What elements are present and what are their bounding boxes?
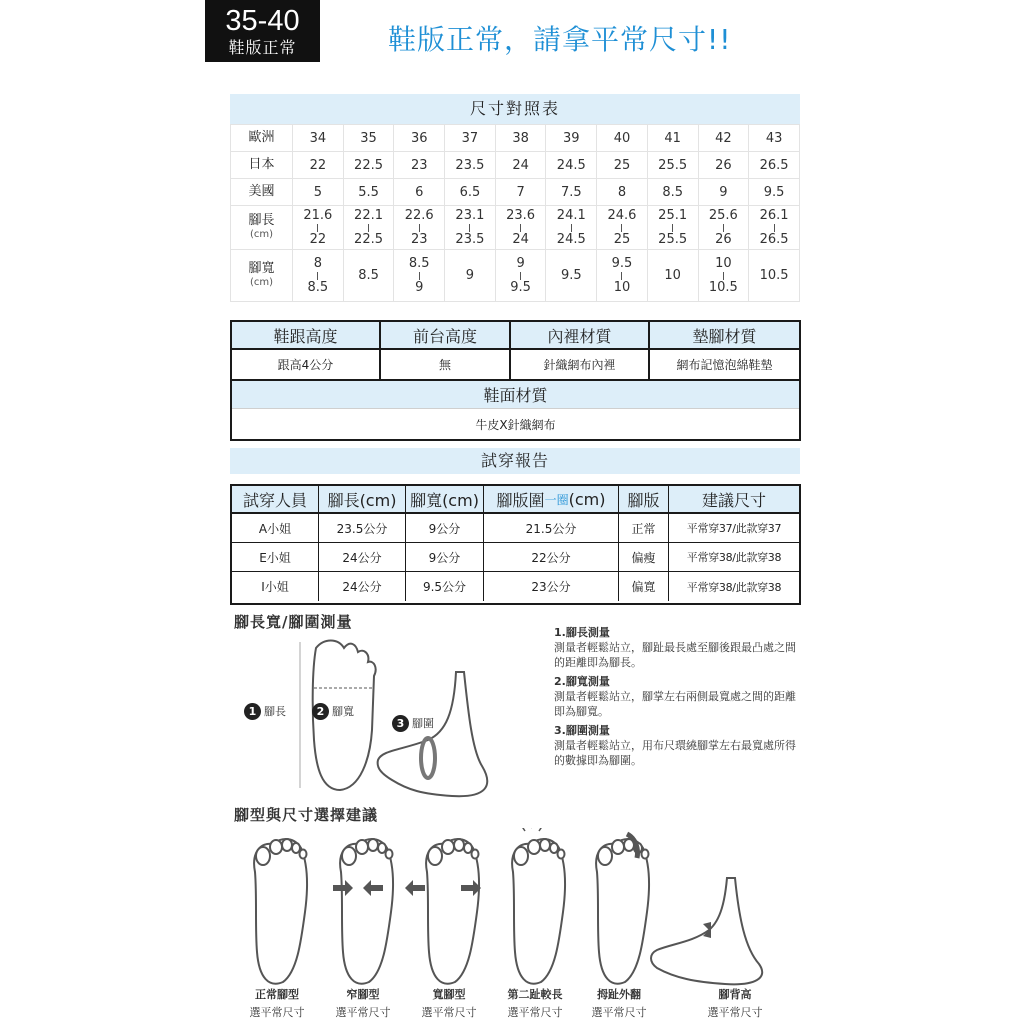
size-row-label [231, 152, 293, 179]
row-label-text: 日本 [248, 157, 275, 172]
report-cell-person: I小姐 [232, 572, 319, 601]
report-header: 試穿人員 [232, 486, 319, 514]
foot-type-advice: 選平常尺寸 [707, 1006, 763, 1019]
instep-arrow-icon [703, 922, 711, 938]
size-cell [698, 206, 749, 250]
upper-material-value: 牛皮X針織網布 [475, 417, 556, 432]
report-row [232, 572, 799, 601]
size-cell [546, 206, 597, 250]
size-value: 8.5 [358, 267, 379, 283]
size-value: 10 [613, 279, 631, 295]
size-value: 23.5 [455, 231, 485, 247]
size-row-label [231, 179, 293, 206]
size-value: 22.1 [354, 207, 383, 223]
high-instep-foot-icon [651, 878, 762, 984]
size-cell [343, 250, 394, 302]
report-row [232, 514, 799, 543]
range-tick [317, 224, 318, 232]
size-row-label [231, 125, 293, 152]
size-cell [495, 206, 546, 250]
size-value: 9 [465, 267, 475, 283]
note-body: 測量者輕鬆站立，腳趾最長處至腳後跟最凸處之間的距離即為腳長。 [554, 641, 796, 669]
size-cell [343, 206, 394, 250]
size-row-width [231, 250, 800, 302]
size-cell [647, 206, 698, 250]
report-cell-person: A小姐 [232, 514, 319, 543]
size-value: 22.5 [354, 231, 383, 247]
foot-type-caption [690, 986, 780, 1022]
size-value: 25.5 [658, 231, 688, 247]
report-cell-length: 24公分 [319, 572, 406, 601]
foot-type-title: 腳型與尺寸選擇建議 [234, 806, 379, 824]
size-cell [597, 250, 648, 302]
step-width-label [312, 703, 354, 720]
size-range: 35-40 [225, 5, 300, 37]
size-value: 8 [313, 255, 322, 271]
size-cell [749, 250, 800, 302]
size-cell: 6.5 [445, 179, 496, 206]
range-tick [621, 272, 622, 280]
size-value: 26.5 [759, 231, 789, 247]
size-cell [546, 250, 597, 302]
report-cell-suggest: 平常穿37/此款穿37 [669, 514, 799, 543]
range-tick [419, 272, 420, 280]
range-tick [621, 224, 622, 232]
size-cell: 41 [647, 125, 698, 152]
row-unit: (cm) [249, 228, 274, 240]
size-value: 24 [512, 231, 529, 247]
size-value: 10 [664, 267, 681, 283]
material-value: 無 [381, 350, 511, 381]
step-length-label [244, 703, 286, 720]
report-header: 建議尺寸 [669, 486, 799, 514]
note-body: 測量者輕鬆站立，用布尺環繞腳掌左右最寬處所得的數據即為腳圍。 [554, 739, 796, 767]
size-cell: 43 [749, 125, 800, 152]
material-value: 跟高4公分 [232, 350, 381, 381]
foot-type-name: 腳背高 [718, 988, 752, 1001]
report-cell-girth: 21.5公分 [484, 514, 619, 543]
report-header: 腳長(cm) [319, 486, 406, 514]
size-cell: 8.5 [647, 179, 698, 206]
size-cell: 6 [394, 179, 445, 206]
bunion-foot-icon [596, 839, 649, 984]
row-label-text: 腳長 [248, 212, 275, 228]
arrow-left-icon [405, 880, 425, 896]
foot-type-name: 正常腳型 [255, 988, 299, 1001]
step-text: 腳寬 [332, 705, 354, 718]
size-cell: 5.5 [343, 179, 394, 206]
foot-side-icon [378, 672, 488, 796]
size-value: 25.6 [708, 207, 738, 223]
size-cell [394, 206, 445, 250]
size-cell: 37 [445, 125, 496, 152]
note-item [554, 674, 804, 719]
long-second-toe-icon [512, 839, 565, 984]
report-row [232, 543, 799, 572]
size-cell: 35 [343, 125, 394, 152]
foot-type-illustrations [225, 828, 805, 988]
material-header: 前台高度 [381, 322, 511, 350]
report-cell-suggest: 平常穿38/此款穿38 [669, 543, 799, 572]
size-value: 9 [415, 279, 424, 295]
range-tick [469, 224, 470, 232]
step-number: 3 [392, 715, 409, 732]
material-value: 網布記憶泡綿鞋墊 [650, 350, 799, 381]
size-cell [647, 250, 698, 302]
report-cell-length: 24公分 [319, 543, 406, 572]
size-value: 22.6 [404, 207, 434, 223]
girth-unit: (cm) [568, 489, 606, 509]
size-value: 23 [410, 231, 428, 247]
range-tick [774, 224, 775, 232]
size-cell [749, 206, 800, 250]
range-tick [419, 224, 420, 232]
size-cell [597, 206, 648, 250]
size-row-label [231, 206, 293, 250]
headline: 鞋版正常，請拿平常尺寸!! [388, 23, 732, 56]
foot-type-caption [574, 986, 664, 1022]
size-row-us [231, 179, 800, 206]
report-cell-suggest: 平常穿38/此款穿38 [686, 580, 782, 594]
size-cell: 26.5 [749, 152, 800, 179]
range-tick [520, 224, 521, 232]
upper-material-header: 鞋面材質 [232, 381, 799, 409]
size-value: 23.6 [506, 207, 536, 223]
report-header: 腳版 [619, 486, 669, 514]
row-label-text: 腳寬 [248, 260, 275, 276]
size-cell: 36 [394, 125, 445, 152]
foot-type-caption [490, 986, 580, 1022]
size-cell: 23 [394, 152, 445, 179]
report-cell-person: E小姐 [232, 543, 319, 572]
foot-type-caption [318, 986, 408, 1022]
step-girth-label [392, 715, 434, 732]
narrow-foot-icon [340, 839, 393, 984]
size-cell: 34 [293, 125, 344, 152]
girth-mark: 一圈 [544, 492, 569, 507]
foot-type-advice: 選平常尺寸 [591, 1006, 647, 1019]
report-cell-length: 23.5公分 [319, 514, 406, 543]
size-value: 24.6 [607, 207, 637, 223]
note-item [554, 723, 804, 768]
size-value: 8.5 [307, 279, 329, 295]
material-header: 內裡材質 [511, 322, 650, 350]
note-body: 測量者輕鬆站立，腳掌左右兩側最寬處之間的距離即為腳寬。 [554, 690, 796, 718]
foot-type-name: 寬腳型 [432, 988, 466, 1001]
row-label-text: 歐洲 [248, 130, 275, 145]
size-value: 9 [516, 255, 525, 271]
size-value: 25 [613, 231, 631, 247]
highlight-marks-icon [521, 828, 543, 831]
size-value: 10.5 [759, 267, 789, 283]
try-on-report-table [230, 484, 801, 605]
size-cell [293, 250, 344, 302]
size-value: 24.1 [556, 207, 586, 223]
size-row-eu [231, 125, 800, 152]
size-cell: 23.5 [445, 152, 496, 179]
step-text: 腳長 [264, 705, 286, 718]
size-cell: 8 [597, 179, 648, 206]
size-value: 9.5 [510, 279, 531, 295]
foot-type-advice: 選平常尺寸 [421, 1006, 477, 1019]
size-value: 10 [715, 255, 732, 271]
size-value: 21.6 [303, 207, 333, 223]
fit-label: 鞋版正常 [228, 38, 297, 57]
size-cell: 24.5 [546, 152, 597, 179]
normal-foot-icon [254, 839, 307, 984]
foot-type-name: 拇趾外翻 [597, 988, 641, 1001]
report-cell-fit: 偏瘦 [619, 543, 669, 572]
size-value: 26 [715, 231, 732, 247]
size-cell: 39 [546, 125, 597, 152]
size-cell: 7.5 [546, 179, 597, 206]
range-tick [723, 224, 724, 232]
size-cell: 7 [495, 179, 546, 206]
material-header: 墊腳材質 [650, 322, 799, 350]
report-cell-fit: 偏寬 [619, 572, 669, 601]
size-cell: 9.5 [749, 179, 800, 206]
size-value: 10.5 [708, 279, 738, 295]
report-cell-width: 9公分 [406, 514, 484, 543]
foot-type-advice: 選平常尺寸 [507, 1006, 563, 1019]
size-cell: 40 [597, 125, 648, 152]
report-cell-width: 9.5公分 [406, 572, 484, 601]
size-cell [698, 250, 749, 302]
foot-type-caption [232, 986, 322, 1022]
foot-type-name: 窄腳型 [346, 988, 380, 1001]
measure-notes [554, 625, 804, 772]
range-tick [672, 224, 673, 232]
step-number: 1 [244, 703, 261, 720]
range-tick [368, 224, 369, 232]
size-value: 22 [309, 231, 327, 247]
range-tick [520, 272, 521, 280]
size-value: 23.1 [455, 207, 485, 223]
range-tick [571, 224, 572, 232]
size-row-length [231, 206, 800, 250]
size-value: 9.5 [560, 267, 582, 283]
foot-type-advice: 選平常尺寸 [335, 1006, 391, 1019]
report-cell-width: 9公分 [406, 543, 484, 572]
size-range-badge [205, 0, 320, 62]
note-item [554, 625, 804, 670]
size-row-label [231, 250, 293, 302]
material-header: 鞋跟高度 [232, 322, 381, 350]
size-value: 25.1 [658, 207, 688, 223]
size-cell: 42 [698, 125, 749, 152]
size-cell [394, 250, 445, 302]
wide-foot-icon [426, 839, 479, 984]
step-number: 2 [312, 703, 329, 720]
foot-type-advice: 選平常尺寸 [249, 1006, 305, 1019]
range-tick [723, 272, 724, 280]
report-title: 試穿報告 [230, 448, 800, 474]
note-title: 2.腳寬測量 [554, 675, 610, 688]
size-cell: 25.5 [647, 152, 698, 179]
row-label-text: 美國 [248, 184, 275, 199]
size-cell: 24 [495, 152, 546, 179]
size-value: 24.5 [556, 231, 586, 247]
note-title: 3.腳圍測量 [554, 724, 610, 737]
foot-type-name: 第二趾較長 [507, 988, 563, 1001]
report-header [484, 486, 619, 514]
foot-type-caption [404, 986, 494, 1022]
size-cell [445, 206, 496, 250]
girth-label: 腳版圍 [496, 490, 545, 510]
size-cell: 25 [597, 152, 648, 179]
report-header: 腳寬(cm) [406, 486, 484, 514]
size-table-title: 尺寸對照表 [230, 94, 800, 124]
step-text: 腳圍 [412, 717, 434, 730]
measure-title: 腳長寬/腳圍測量 [234, 613, 353, 631]
size-cell: 5 [293, 179, 344, 206]
size-value: 26.1 [759, 207, 789, 223]
range-tick [317, 272, 318, 280]
material-value: 針織網布內裡 [511, 350, 650, 381]
size-row-jp [231, 152, 800, 179]
report-cell-fit: 正常 [619, 514, 669, 543]
size-cell [445, 250, 496, 302]
size-value: 9.5 [611, 255, 633, 271]
size-cell: 22 [293, 152, 344, 179]
size-cell: 22.5 [343, 152, 394, 179]
size-cell: 38 [495, 125, 546, 152]
size-cell [293, 206, 344, 250]
material-table [230, 320, 801, 441]
note-title: 1.腳長測量 [554, 626, 610, 639]
report-cell-girth: 22公分 [484, 543, 619, 572]
size-cell [495, 250, 546, 302]
size-value: 8.5 [408, 255, 430, 271]
size-cell: 26 [698, 152, 749, 179]
row-unit: (cm) [249, 276, 274, 288]
size-table [230, 94, 800, 302]
size-cell: 9 [698, 179, 749, 206]
report-cell-girth: 23公分 [484, 572, 619, 601]
